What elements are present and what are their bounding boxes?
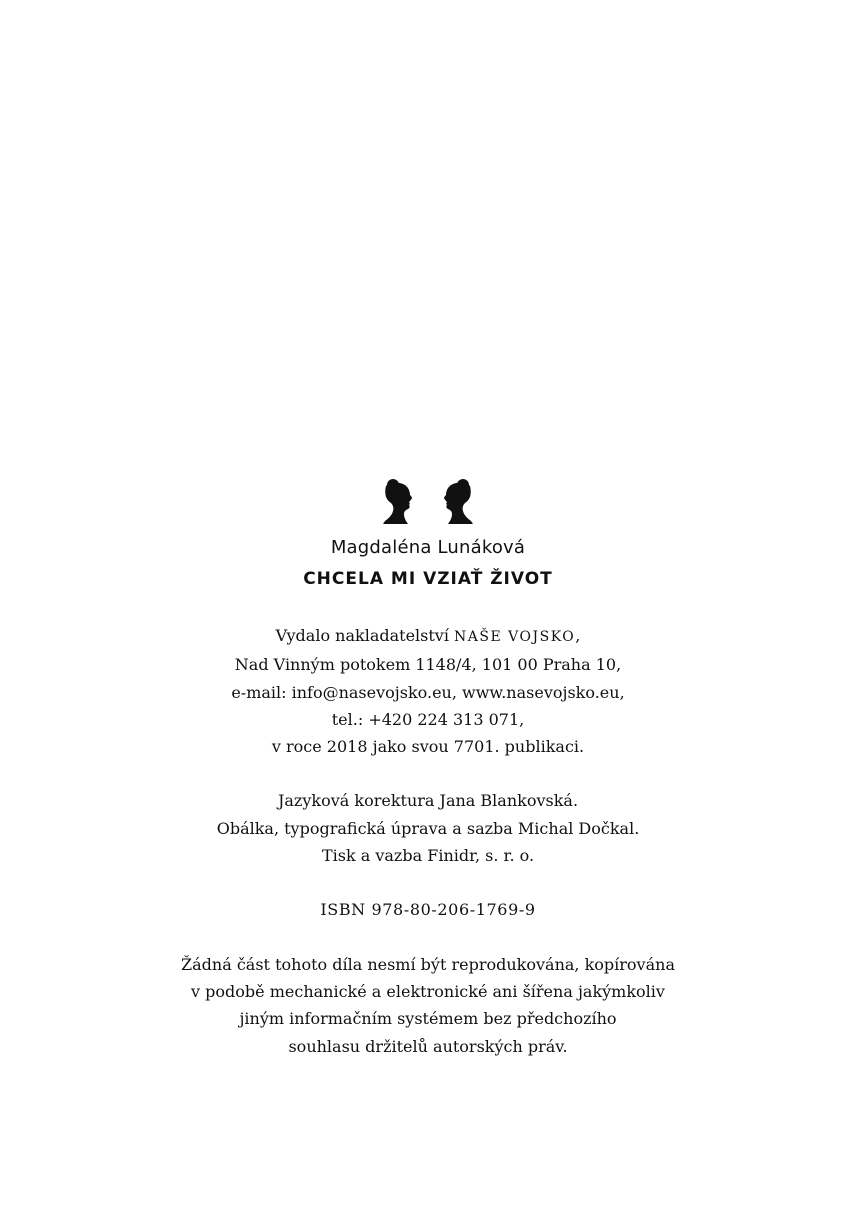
publisher-line-suffix: ,: [575, 626, 581, 645]
credit-proofreading: Jazyková korektura Jana Blankovská.: [277, 791, 579, 811]
copyright-line: souhlasu držitelů autorských práv.: [288, 1036, 568, 1056]
two-female-silhouettes-icon: [382, 478, 474, 524]
credit-design: Obálka, typografická úprava a sazba Michal Dočkal.: [216, 818, 640, 838]
author-name: Magdaléna Lunáková: [330, 537, 526, 558]
credits: [0, 787, 856, 869]
isbn: ISBN 978-80-206-1769-9: [320, 900, 536, 920]
credit-printing: Tisk a vazba Finidr, s. r. o.: [321, 846, 535, 866]
publisher-line: [0, 622, 856, 651]
copyright-notice: [0, 951, 856, 1060]
publication-note: v roce 2018 jako svou 7701. publikaci.: [271, 737, 585, 757]
publisher-address: Nad Vinným potokem 1148/4, 101 00 Praha 10,: [234, 655, 622, 675]
copyright-line: jiným informačním systémem bez předchozího: [239, 1009, 617, 1029]
publisher-name: NAŠE VOJSKO: [454, 629, 576, 645]
publisher-line-prefix: Vydalo nakladatelství: [275, 626, 455, 645]
publisher-contact: e-mail: info@nasevojsko.eu, www.nasevojsko.eu,: [231, 682, 625, 702]
copyright-line: v podobě mechanické a elektronické ani šířena jakýmkoliv: [191, 981, 665, 1001]
publisher-phone: tel.: +420 224 313 071,: [331, 709, 525, 729]
publisher-info: [0, 622, 856, 760]
book-title: CHCELA MI VZIAŤ ŽIVOT: [303, 569, 553, 589]
colophon: [0, 478, 856, 1060]
copyright-line: Žádná část tohoto díla nesmí být reprodukována, kopírována: [181, 954, 675, 974]
